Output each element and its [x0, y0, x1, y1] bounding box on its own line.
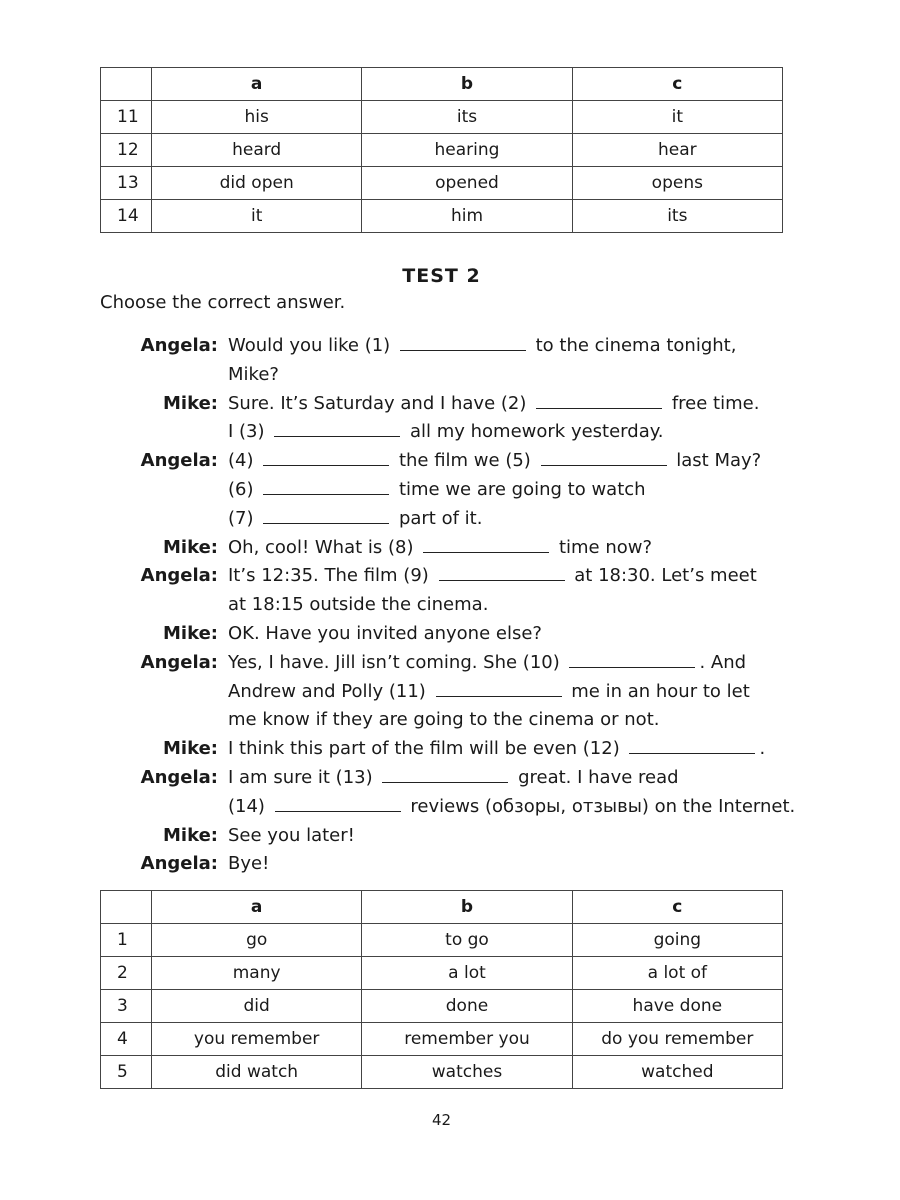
- answer-blank[interactable]: [275, 794, 401, 812]
- text-segment: me know if they are going to the cinema or not.: [228, 709, 660, 731]
- dialogue-line: [100, 332, 820, 361]
- dialogue-line: [100, 850, 820, 879]
- option-cell: it: [572, 101, 782, 134]
- answer-blank[interactable]: [439, 563, 565, 581]
- speaker-label: [100, 418, 228, 447]
- dialogue-line: [100, 620, 820, 649]
- dialogue-line: [100, 562, 820, 591]
- text-segment: at 18:15 outside the cinema.: [228, 594, 489, 616]
- answer-table-bottom: [100, 890, 783, 1089]
- table-row: [101, 990, 783, 1023]
- answer-blank[interactable]: [569, 650, 695, 668]
- option-cell: hearing: [362, 134, 572, 167]
- text-segment: great. I have read: [512, 766, 679, 788]
- option-cell: a lot of: [572, 957, 782, 990]
- option-cell: opened: [362, 167, 572, 200]
- table-row: [101, 167, 783, 200]
- dialogue-line: [100, 822, 820, 851]
- text-segment: Sure. It’s Saturday and I have (2): [228, 392, 533, 414]
- dialogue-line: [100, 361, 820, 390]
- dialogue-line: [100, 418, 820, 447]
- speaker-label: Mike:: [163, 622, 218, 644]
- question-number-cell: 11: [101, 101, 152, 134]
- text-segment: free time.: [666, 392, 760, 414]
- option-cell: him: [362, 200, 572, 233]
- dialogue-text: [228, 505, 820, 534]
- table-row: [101, 957, 783, 990]
- header-cell: [101, 891, 152, 924]
- dialogue-text: [228, 822, 820, 851]
- table-row: [101, 1056, 783, 1089]
- dialogue-text: [228, 332, 820, 361]
- header-cell: b: [362, 68, 572, 101]
- answer-table-top: [100, 67, 783, 233]
- text-segment: See you later!: [228, 824, 355, 846]
- option-cell: its: [362, 101, 572, 134]
- option-cell: a lot: [362, 957, 572, 990]
- dialogue-text: [228, 361, 820, 390]
- dialogue-text: [228, 706, 820, 735]
- table-row: [101, 1023, 783, 1056]
- dialogue-text: [228, 620, 820, 649]
- dialogue-line: [100, 764, 820, 793]
- table-row: [101, 200, 783, 233]
- text-segment: Yes, I have. Jill isn’t coming. She (10): [228, 651, 566, 673]
- option-cell: watches: [362, 1056, 572, 1089]
- speaker-label: [100, 793, 228, 822]
- dialogue-text: [228, 850, 820, 879]
- answer-blank[interactable]: [274, 419, 400, 437]
- answer-blank[interactable]: [541, 448, 667, 466]
- speaker-label: [100, 706, 228, 735]
- speaker-label: Mike:: [163, 824, 218, 846]
- question-number-cell: 5: [101, 1056, 152, 1089]
- option-cell: have done: [572, 990, 782, 1023]
- dialogue-text: [228, 764, 820, 793]
- test-title: TEST 2: [402, 265, 481, 287]
- answer-blank[interactable]: [436, 679, 562, 697]
- answer-blank[interactable]: [536, 391, 662, 409]
- option-cell: many: [152, 957, 362, 990]
- table-row: [101, 101, 783, 134]
- text-segment: . And: [699, 651, 747, 673]
- answer-blank[interactable]: [400, 333, 526, 351]
- text-segment: I am sure it (13): [228, 766, 379, 788]
- table-header-row: [101, 891, 783, 924]
- dialogue-line: [100, 476, 820, 505]
- dialogue-text: [228, 390, 820, 419]
- option-cell: do you remember: [572, 1023, 782, 1056]
- option-cell: going: [572, 924, 782, 957]
- dialogue-text: [228, 534, 820, 563]
- option-cell: to go: [362, 924, 572, 957]
- option-cell: it: [152, 200, 362, 233]
- speaker-label: Angela:: [140, 335, 218, 356]
- text-segment: reviews (обзоры, отзывы) on the Internet.: [404, 795, 796, 817]
- header-cell: a: [152, 68, 362, 101]
- option-cell: hear: [572, 134, 782, 167]
- text-segment: Oh, cool! What is (8): [228, 536, 420, 558]
- text-segment: time now?: [553, 536, 653, 558]
- answer-blank[interactable]: [263, 448, 389, 466]
- dialogue-line: [100, 735, 820, 764]
- option-cell: did watch: [152, 1056, 362, 1089]
- dialogue: [100, 332, 820, 879]
- dialogue-line: [100, 649, 820, 678]
- text-segment: Bye!: [228, 853, 270, 875]
- header-cell: c: [572, 68, 782, 101]
- question-number-cell: 12: [101, 134, 152, 167]
- question-number-cell: 3: [101, 990, 152, 1023]
- speaker-label: Angela:: [140, 766, 218, 788]
- speaker-label: [100, 476, 228, 505]
- header-cell: b: [362, 891, 572, 924]
- dialogue-text: [228, 678, 820, 707]
- option-cell: did: [152, 990, 362, 1023]
- answer-blank[interactable]: [629, 736, 755, 754]
- text-segment: It’s 12:35. The film (9): [228, 565, 435, 587]
- dialogue-text: [228, 793, 820, 822]
- text-segment: Mike?: [228, 363, 279, 385]
- option-cell: opens: [572, 167, 782, 200]
- text-segment: time we are going to watch: [393, 478, 646, 500]
- option-cell: his: [152, 101, 362, 134]
- dialogue-line: [100, 678, 820, 707]
- header-cell: a: [152, 891, 362, 924]
- text-segment: (6): [228, 478, 260, 500]
- dialogue-text: [228, 735, 820, 764]
- answer-blank[interactable]: [263, 477, 389, 495]
- option-cell: did open: [152, 167, 362, 200]
- question-number-cell: 2: [101, 957, 152, 990]
- speaker-label: Mike:: [163, 738, 218, 760]
- dialogue-line: [100, 793, 820, 822]
- speaker-label: Angela:: [140, 450, 218, 472]
- table-row: [101, 134, 783, 167]
- header-cell: [101, 68, 152, 101]
- text-segment: (14): [228, 795, 271, 817]
- page-number: 42: [431, 1111, 452, 1129]
- text-segment: last May?: [670, 450, 762, 472]
- text-segment: I think this part of the film will be even (12): [228, 738, 626, 760]
- text-segment: at 18:30. Let’s meet: [568, 565, 757, 587]
- table-header-row: [101, 68, 783, 101]
- text-segment: I (3): [228, 421, 271, 443]
- speaker-label: Mike:: [163, 536, 218, 558]
- dialogue-text: [228, 447, 820, 476]
- instruction-text: Choose the correct answer.: [100, 292, 346, 313]
- text-segment: Andrew and Polly (11): [228, 680, 432, 702]
- answer-blank[interactable]: [382, 765, 508, 783]
- dialogue-line: [100, 390, 820, 419]
- question-number-cell: 1: [101, 924, 152, 957]
- text-segment: the film we (5): [393, 450, 537, 472]
- question-number-cell: 13: [101, 167, 152, 200]
- answer-blank[interactable]: [423, 535, 549, 553]
- dialogue-line: [100, 706, 820, 735]
- text-segment: (4): [228, 450, 260, 472]
- header-cell: c: [572, 891, 782, 924]
- text-segment: (7): [228, 507, 260, 529]
- speaker-label: Mike:: [163, 392, 218, 414]
- speaker-label: Angela:: [140, 853, 218, 875]
- text-segment: part of it.: [393, 507, 483, 529]
- dialogue-line: [100, 591, 820, 620]
- dialogue-text: [228, 591, 820, 620]
- option-cell: done: [362, 990, 572, 1023]
- answer-blank[interactable]: [263, 506, 389, 524]
- table-row: [101, 924, 783, 957]
- text-segment: to the cinema tonight,: [529, 335, 737, 356]
- text-segment: OK. Have you invited anyone else?: [228, 622, 542, 644]
- dialogue-line: [100, 534, 820, 563]
- speaker-label: Angela:: [140, 565, 218, 587]
- text-segment: .: [759, 738, 766, 760]
- dialogue-text: [228, 418, 820, 447]
- dialogue-text: [228, 562, 820, 591]
- speaker-label: Angela:: [140, 651, 218, 673]
- speaker-label: [100, 678, 228, 707]
- dialogue-text: [228, 476, 820, 505]
- text-segment: all my homework yesterday.: [404, 421, 664, 443]
- dialogue-line: [100, 505, 820, 534]
- dialogue-line: [100, 447, 820, 476]
- option-cell: watched: [572, 1056, 782, 1089]
- option-cell: go: [152, 924, 362, 957]
- question-number-cell: 14: [101, 200, 152, 233]
- option-cell: its: [572, 200, 782, 233]
- dialogue-text: [228, 649, 820, 678]
- speaker-label: [100, 505, 228, 534]
- option-cell: you remember: [152, 1023, 362, 1056]
- speaker-label: [100, 361, 228, 390]
- option-cell: remember you: [362, 1023, 572, 1056]
- question-number-cell: 4: [101, 1023, 152, 1056]
- option-cell: heard: [152, 134, 362, 167]
- text-segment: me in an hour to let: [565, 680, 750, 702]
- text-segment: Would you like (1): [228, 335, 396, 356]
- speaker-label: [100, 591, 228, 620]
